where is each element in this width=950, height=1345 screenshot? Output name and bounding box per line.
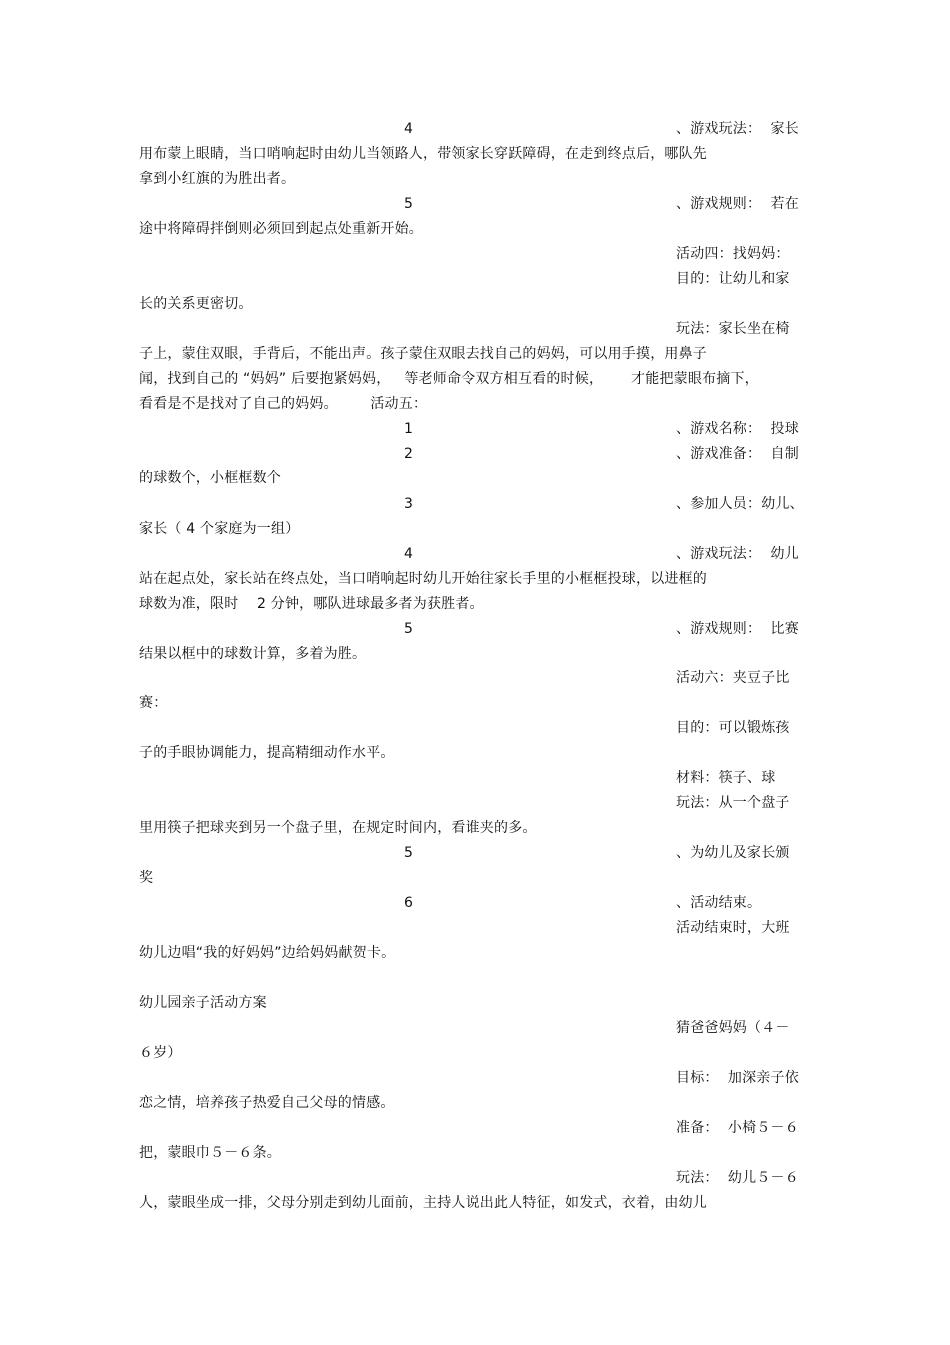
text-line: 恋之情，培养孩子热爱自己父母的情感。 bbox=[139, 1095, 395, 1111]
text-line: 途中将障碍拌倒则必须回到起点处重新开始。 bbox=[139, 221, 423, 237]
text-line: 子的手眼协调能力，提高精细动作水平。 bbox=[139, 745, 395, 761]
text-line: 用布蒙上眼睛，当口哨响起时由幼儿当领路人，带领家长穿跃障碍，在走到终点后，哪队先 bbox=[139, 146, 707, 162]
text-line: 家长（ 4 个家庭为一组） bbox=[139, 521, 300, 537]
text-line: 球数为准，限时 2 分钟，哪队进球最多者为获胜者。 bbox=[139, 596, 484, 612]
text-line: 、游戏名称： 投球 bbox=[676, 421, 799, 437]
text-line: 的球数个，小框框数个 bbox=[139, 470, 281, 486]
list-number: 1 bbox=[404, 421, 414, 437]
section-heading: 活动四：找妈妈： bbox=[676, 246, 790, 262]
text-line: 看看是不是找对了自己的妈妈。 活动五： bbox=[139, 396, 428, 412]
text-line: 目的：可以锻炼孩 bbox=[676, 720, 790, 736]
list-number: 6 bbox=[404, 895, 414, 911]
text-line: 、游戏准备： 自制 bbox=[676, 446, 799, 462]
text-line: 拿到小红旗的为胜出者。 bbox=[139, 171, 296, 187]
text-line: 站在起点处，家长站在终点处，当口哨响起时幼儿开始往家长手里的小框框投球，以进框的 bbox=[139, 571, 707, 587]
text-line: 猜爸爸妈妈（４－ bbox=[676, 1020, 790, 1036]
text-line: 奖 bbox=[139, 870, 154, 886]
section-heading: 活动六：夹豆子比 bbox=[676, 670, 790, 686]
text-line: 、为幼儿及家长颁 bbox=[676, 845, 790, 861]
text-line: 、参加人员：幼儿、 bbox=[676, 496, 804, 512]
text-line: 子上，蒙住双眼，手背后，不能出声。孩子蒙住双眼去找自己的妈妈，可以用手摸，用鼻子 bbox=[139, 346, 707, 362]
text-line: 结果以框中的球数计算，多着为胜。 bbox=[139, 646, 367, 662]
list-number: 5 bbox=[404, 845, 414, 861]
list-number: 4 bbox=[404, 546, 414, 562]
text-line: 闻，找到自己的 “妈妈” 后要抱紧妈妈， 等老师命令双方相互看的时候， 才能把蒙眼布摘下， bbox=[139, 371, 759, 387]
text-line: 、游戏规则： 若在 bbox=[676, 196, 799, 212]
text-line: 准备： 小椅５－６ bbox=[676, 1120, 799, 1136]
list-number: 4 bbox=[404, 121, 414, 137]
text-line: 把，蒙眼巾５－６条。 bbox=[139, 1145, 281, 1161]
text-line: 目的：让幼儿和家 bbox=[676, 271, 790, 287]
list-number: 3 bbox=[404, 496, 414, 512]
text-line: ６岁） bbox=[139, 1045, 182, 1061]
text-line: 、游戏玩法： 幼儿 bbox=[676, 546, 799, 562]
text-line: 长的关系更密切。 bbox=[139, 296, 253, 312]
text-line: 玩法：家长坐在椅 bbox=[676, 321, 790, 337]
text-line: 赛： bbox=[139, 695, 168, 711]
list-number: 5 bbox=[404, 196, 414, 212]
text-line: 玩法：从一个盘子 bbox=[676, 795, 790, 811]
text-line: 活动结束时，大班 bbox=[676, 920, 790, 936]
text-line: 人，蒙眼坐成一排，父母分别走到幼儿面前，主持人说出此人特征，如发式，衣着，由幼儿 bbox=[139, 1195, 707, 1211]
text-line: 、游戏规则： 比赛 bbox=[676, 621, 799, 637]
list-number: 2 bbox=[404, 446, 414, 462]
text-line: 目标： 加深亲子依 bbox=[676, 1070, 799, 1086]
text-line: 、活动结束。 bbox=[676, 895, 762, 911]
list-number: 5 bbox=[404, 621, 414, 637]
text-line: 里用筷子把球夹到另一个盘子里，在规定时间内，看谁夹的多。 bbox=[139, 820, 537, 836]
text-line: 玩法： 幼儿５－６ bbox=[676, 1170, 799, 1186]
document-heading: 幼儿园亲子活动方案 bbox=[139, 995, 267, 1011]
text-line: 材料：筷子、球 bbox=[676, 770, 776, 786]
text-line: 幼儿边唱“我的好妈妈”边给妈妈献贺卡。 bbox=[139, 945, 396, 961]
text-line: 、游戏玩法： 家长 bbox=[676, 121, 799, 137]
